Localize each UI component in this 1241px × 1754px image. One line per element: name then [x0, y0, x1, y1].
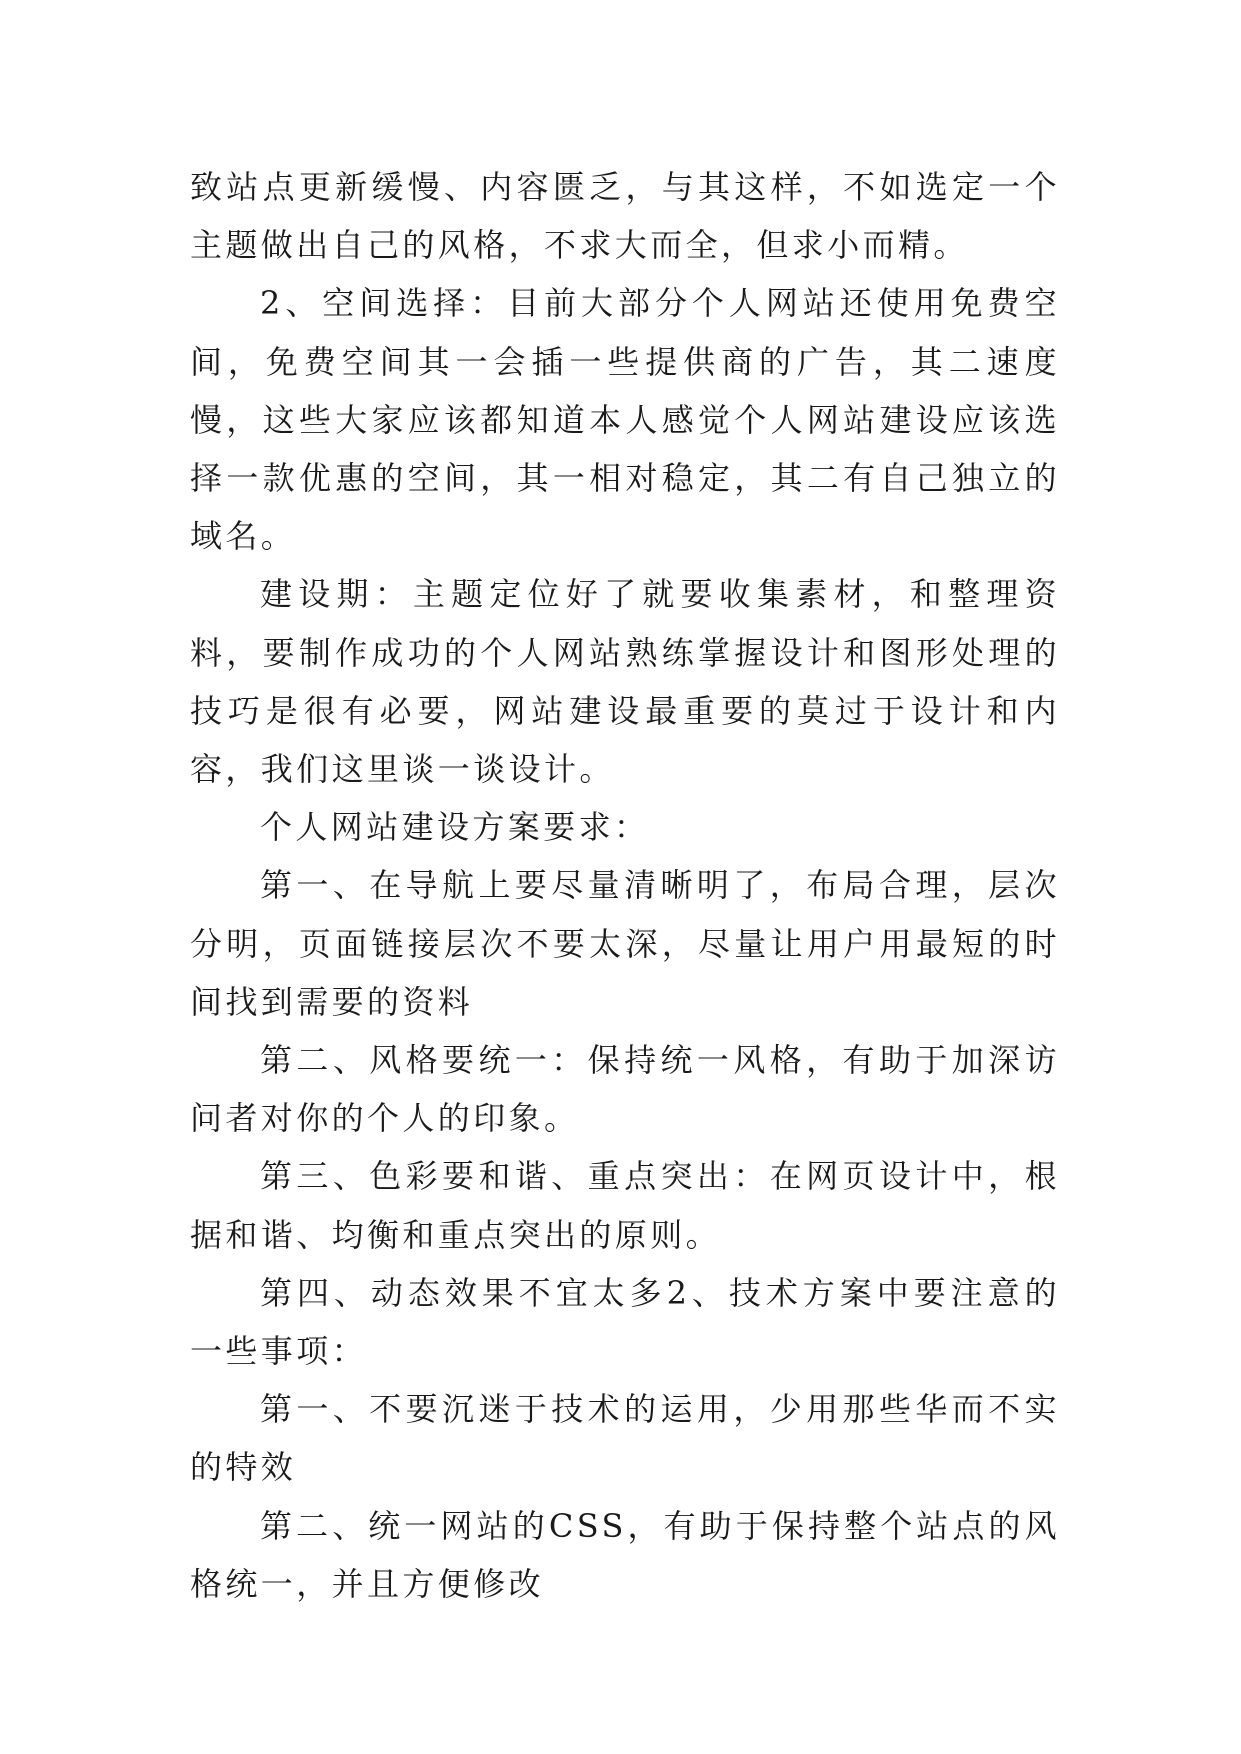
paragraph: 第一、在导航上要尽量清晰明了，布局合理，层次分明，页面链接层次不要太深，尽量让用户用最短的时间找到需要的资料	[190, 866, 1060, 1021]
paragraph: 致站点更新缓慢、内容匮乏，与其这样，不如选定一个主题做出自己的风格，不求大而全，但求小而精。	[190, 168, 1060, 265]
document-body	[190, 158, 1060, 1613]
paragraph: 第一、不要沉迷于技术的运用，少用那些华而不实的特效	[190, 1390, 1060, 1487]
paragraph: 个人网站建设方案要求：	[260, 808, 650, 847]
paragraph: 第三、色彩要和谐、重点突出：在网页设计中，根据和谐、均衡和重点突出的原则。	[190, 1157, 1060, 1254]
paragraph: 2、空间选择：目前大部分个人网站还使用免费空间，免费空间其一会插一些提供商的广告，其二速度慢，这些大家应该都知道本人感觉个人网站建设应该选择一款优惠的空间，其一相对稳定，其二有自己独立的域名。	[190, 284, 1060, 556]
paragraph: 第二、统一网站的CSS，有助于保持整个站点的风格统一，并且方便修改	[190, 1506, 1060, 1603]
paragraph: 第二、风格要统一：保持统一风格，有助于加深访问者对你的个人的印象。	[190, 1041, 1060, 1138]
paragraph: 建设期：主题定位好了就要收集素材，和整理资料，要制作成功的个人网站熟练掌握设计和图形处理的技巧是很有必要，网站建设最重要的莫过于设计和内容，我们这里谈一谈设计。	[190, 575, 1060, 789]
paragraph: 第四、动态效果不宜太多2、技术方案中要注意的一些事项：	[190, 1273, 1060, 1371]
